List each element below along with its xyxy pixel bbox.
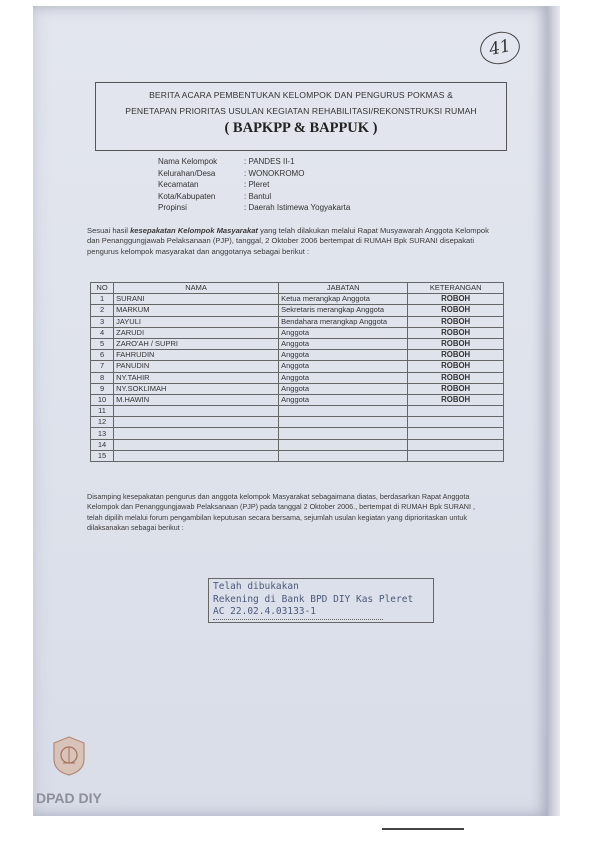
cell-jabatan (279, 439, 408, 450)
table-row (91, 372, 504, 383)
cell-keterangan (408, 439, 504, 450)
paper-edge (548, 6, 560, 816)
info-value: : Daerah Istimewa Yogyakarta (244, 203, 351, 212)
cell-nama: ZARUDI (114, 327, 279, 338)
handwritten-page-number: 41 (477, 28, 523, 68)
cell-no: 3 (91, 316, 114, 327)
cell-jabatan (279, 428, 408, 439)
info-value: : PANDES II-1 (244, 157, 295, 166)
cell-nama (114, 439, 279, 450)
info-label: Nama Kelompok (158, 157, 218, 166)
cell-jabatan (279, 450, 408, 461)
title-line-1: BERITA ACARA PEMBENTUKAN KELOMPOK DAN PENGURUS POKMAS & (149, 90, 453, 100)
cell-keterangan: ROBOH (408, 294, 504, 305)
info-value: : WONOKROMO (244, 168, 305, 178)
info-value: : Pleret (244, 180, 270, 189)
cell-jabatan: Bendahara merangkap Anggota (279, 316, 408, 327)
cell-nama: NY.SOKLIMAH (114, 383, 279, 394)
title-line-2: PENETAPAN PRIORITAS USULAN KEGIATAN REHABILITASI/REKONSTRUKSI RUMAH (125, 106, 477, 116)
cell-jabatan: Anggota (279, 327, 408, 338)
info-row (158, 168, 350, 180)
cell-keterangan: ROBOH (408, 316, 504, 327)
intro-line-1 (87, 226, 507, 236)
column-header-keterangan: KETERANGAN (408, 283, 504, 294)
info-label: Kecamatan (158, 180, 199, 189)
closing-line-1: Disamping kesepakatan pengurus dan anggota kelompok Masyarakat sebagaimana diatas, berdasarkan Rapat Anggota (87, 492, 470, 501)
info-row (158, 191, 350, 203)
column-header-nama: NAMA (114, 283, 279, 294)
cell-no: 8 (91, 372, 114, 383)
info-row (158, 156, 350, 168)
cell-keterangan (408, 417, 504, 428)
cell-no: 10 (91, 394, 114, 405)
dpad-seal-icon (50, 735, 88, 777)
info-row (158, 179, 350, 191)
title-abbreviation: ( BAPKPP & BAPPUK ) (224, 120, 378, 136)
table-row (91, 338, 504, 349)
table-row (91, 361, 504, 372)
intro-line-3: pengurus kelompok masyarakat dan anggotanya sebagai berikut : (87, 246, 310, 256)
cell-no: 6 (91, 350, 114, 361)
cell-nama: NY.TAHIR (114, 372, 279, 383)
table-header-row (91, 283, 504, 294)
group-info (158, 156, 350, 214)
stamp-line-1: Telah dibukakan (213, 581, 299, 592)
table-row (91, 383, 504, 394)
table-row (91, 428, 504, 439)
cell-no: 2 (91, 305, 114, 316)
cell-nama: MARKUM (114, 305, 279, 316)
cell-jabatan: Anggota (279, 383, 408, 394)
cell-no: 15 (91, 450, 114, 461)
cell-nama: M.HAWIN (114, 394, 279, 405)
stamp-line-3: AC 22.02.4.03133-1 (213, 606, 383, 620)
intro-text: Sesuai hasil (87, 226, 131, 235)
table-row (91, 327, 504, 338)
intro-emphasis: kesepakatan Kelompok Masyarakat (130, 226, 258, 235)
info-label: Propinsi (158, 203, 187, 212)
closing-line-4: dilaksanakan sebagai berikut : (87, 522, 184, 532)
closing-line-2: Kelompok dan Penanggungjawab Pelaksanaan (PJP) pada tanggal 2 Oktober 2006., bertempat di RUMAH Bpk SURANI , (87, 502, 475, 512)
cell-keterangan: ROBOH (408, 305, 504, 316)
info-label: Kota/Kabupaten (158, 191, 216, 201)
cell-no: 4 (91, 327, 114, 338)
column-header-no: NO (91, 283, 114, 294)
cell-no: 11 (91, 406, 114, 417)
cell-jabatan: Sekretaris merangkap Anggota (279, 305, 408, 316)
cell-nama (114, 450, 279, 461)
table-row (91, 406, 504, 417)
table-row (91, 305, 504, 316)
table-row (91, 294, 504, 305)
cell-no: 7 (91, 361, 114, 372)
members-table (90, 282, 504, 462)
cell-nama: ZARO'AH / SUPRI (114, 338, 279, 349)
stamp-line-2: Rekening di Bank BPD DIY Kas Pleret (213, 593, 414, 605)
cell-nama (114, 417, 279, 428)
cell-nama (114, 406, 279, 417)
cell-nama (114, 428, 279, 439)
cell-no: 12 (91, 417, 114, 428)
info-value: : Bantul (244, 191, 272, 201)
column-header-jabatan: JABATAN (279, 283, 408, 294)
cell-no: 14 (91, 439, 114, 450)
table-row (91, 450, 504, 461)
cell-jabatan: Anggota (279, 338, 408, 349)
cell-keterangan (408, 428, 504, 439)
intro-paragraph (87, 226, 507, 257)
closing-line-3: telah dipilih melalui forum pengambilan keputusan secara bersama, sejumlah usulan kegiatan yang diprioritaskan untuk (87, 512, 467, 522)
cell-nama: JAYULI (114, 316, 279, 327)
cell-keterangan (408, 406, 504, 417)
cell-keterangan: ROBOH (408, 383, 504, 394)
table-row (91, 439, 504, 450)
cell-keterangan: ROBOH (408, 338, 504, 349)
info-label: Kelurahan/Desa (158, 168, 216, 178)
table-row (91, 316, 504, 327)
cell-jabatan: Ketua merangkap Anggota (279, 294, 408, 305)
cell-nama: PANUDIN (114, 361, 279, 372)
cell-jabatan: Anggota (279, 350, 408, 361)
cell-jabatan: Anggota (279, 361, 408, 372)
intro-text-rest: yang telah dilakukan melalui Rapat Musyawarah Anggota Kelompok (257, 226, 489, 235)
cell-nama: FAHRUDIN (114, 350, 279, 361)
cell-nama: SURANI (114, 294, 279, 305)
cell-jabatan (279, 417, 408, 428)
footer-rule (382, 828, 464, 830)
bank-account-stamp (208, 578, 434, 623)
cell-no: 1 (91, 294, 114, 305)
watermark-text: DPAD DIY (36, 790, 102, 806)
cell-keterangan: ROBOH (408, 361, 504, 372)
cell-keterangan: ROBOH (408, 327, 504, 338)
cell-keterangan: ROBOH (408, 350, 504, 361)
table-row (91, 417, 504, 428)
cell-no: 9 (91, 383, 114, 394)
info-row (158, 202, 350, 214)
closing-paragraph (87, 492, 512, 533)
table-row (91, 394, 504, 405)
cell-jabatan (279, 406, 408, 417)
cell-keterangan (408, 450, 504, 461)
cell-jabatan: Anggota (279, 372, 408, 383)
cell-keterangan: ROBOH (408, 394, 504, 405)
cell-keterangan: ROBOH (408, 372, 504, 383)
cell-no: 5 (91, 338, 114, 349)
title-box (95, 82, 507, 151)
intro-line-2: dan Penanggungjawab Pelaksanaan (PJP), tanggal, 2 Oktober 2006 bertempat di RUMAH Bpk SURANI disepakati (87, 236, 475, 246)
table-row (91, 350, 504, 361)
cell-jabatan: Anggota (279, 394, 408, 405)
cell-no: 13 (91, 428, 114, 439)
